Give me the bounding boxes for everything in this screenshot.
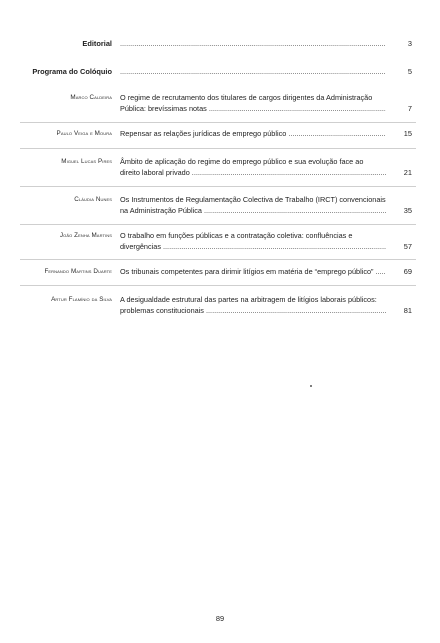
toc-author: Artur Flamínio da Silva	[51, 296, 112, 303]
toc-title-line: O regime de recrutamento dos titulares de cargos dirigentes da Administração	[120, 93, 373, 102]
toc-entry-title	[120, 295, 386, 316]
toc-author: Fernando Martins Duarte	[44, 268, 112, 275]
toc-author: Paulo Veiga e Moura	[56, 130, 112, 137]
toc-title-line	[120, 39, 386, 50]
divider	[20, 224, 416, 225]
scan-speck	[310, 385, 312, 387]
toc-title-line: Repensar as relações jurídicas de emprego público .....	[120, 129, 386, 140]
toc-page-number: 15	[403, 129, 412, 138]
toc-page-number: 57	[403, 242, 412, 251]
toc-page-number: 5	[407, 67, 412, 76]
toc-page-number: 3	[407, 39, 412, 48]
toc-title-line: Os tribunais competentes para dirimir litígios em matéria de “emprego público” .....	[120, 267, 386, 278]
toc-page-number: 7	[407, 104, 412, 113]
toc-title-line: na Administração Pública .....	[120, 206, 386, 217]
toc-section-label: Editorial	[82, 39, 112, 48]
toc-title-line: Os Instrumentos de Regulamentação Colectiva de Trabalho (IRCT) convencionais	[120, 195, 386, 204]
toc-entry-title	[120, 157, 386, 178]
toc-title-line: Pública: brevíssimas notas .....	[120, 104, 386, 115]
divider	[20, 186, 416, 187]
toc-section-label: Programa do Colóquio	[32, 67, 112, 76]
toc-title-line	[120, 67, 386, 78]
toc-title-line: problemas constitucionais .....	[120, 306, 386, 317]
toc-page-number: 81	[403, 306, 412, 315]
toc-entry-title	[120, 93, 386, 114]
toc-author: Miguel Lucas Pires	[61, 158, 112, 165]
toc-entry-title	[120, 67, 386, 78]
toc-page-number: 35	[403, 206, 412, 215]
toc-entry-title	[120, 195, 386, 216]
toc-title-line: divergências .....	[120, 242, 386, 253]
toc-entry-title	[120, 231, 386, 252]
divider	[20, 122, 416, 123]
toc-page-number: 69	[403, 267, 412, 276]
divider	[20, 148, 416, 149]
toc-title-line: direito laboral privado .....	[120, 168, 386, 179]
toc-author: João Zenha Martins	[59, 232, 112, 239]
divider	[20, 259, 416, 260]
toc-page-number: 21	[403, 168, 412, 177]
toc-title-line: O trabalho em funções públicas e a contratação coletiva: confluências e	[120, 231, 353, 240]
toc-entry-title	[120, 39, 386, 50]
toc-author: Cláudia Nunes	[74, 196, 112, 203]
divider	[20, 285, 416, 286]
toc-title-line: Âmbito de aplicação do regime do emprego público e sua evolução face ao	[120, 157, 364, 166]
toc-author: Marco Caldeira	[70, 94, 112, 101]
toc-entry-title	[120, 267, 386, 278]
toc-title-line: A desigualdade estrutural das partes na arbitragem de litígios laborais públicos:	[120, 295, 377, 304]
page-number: 89	[215, 614, 225, 623]
toc-entry-title	[120, 129, 386, 140]
